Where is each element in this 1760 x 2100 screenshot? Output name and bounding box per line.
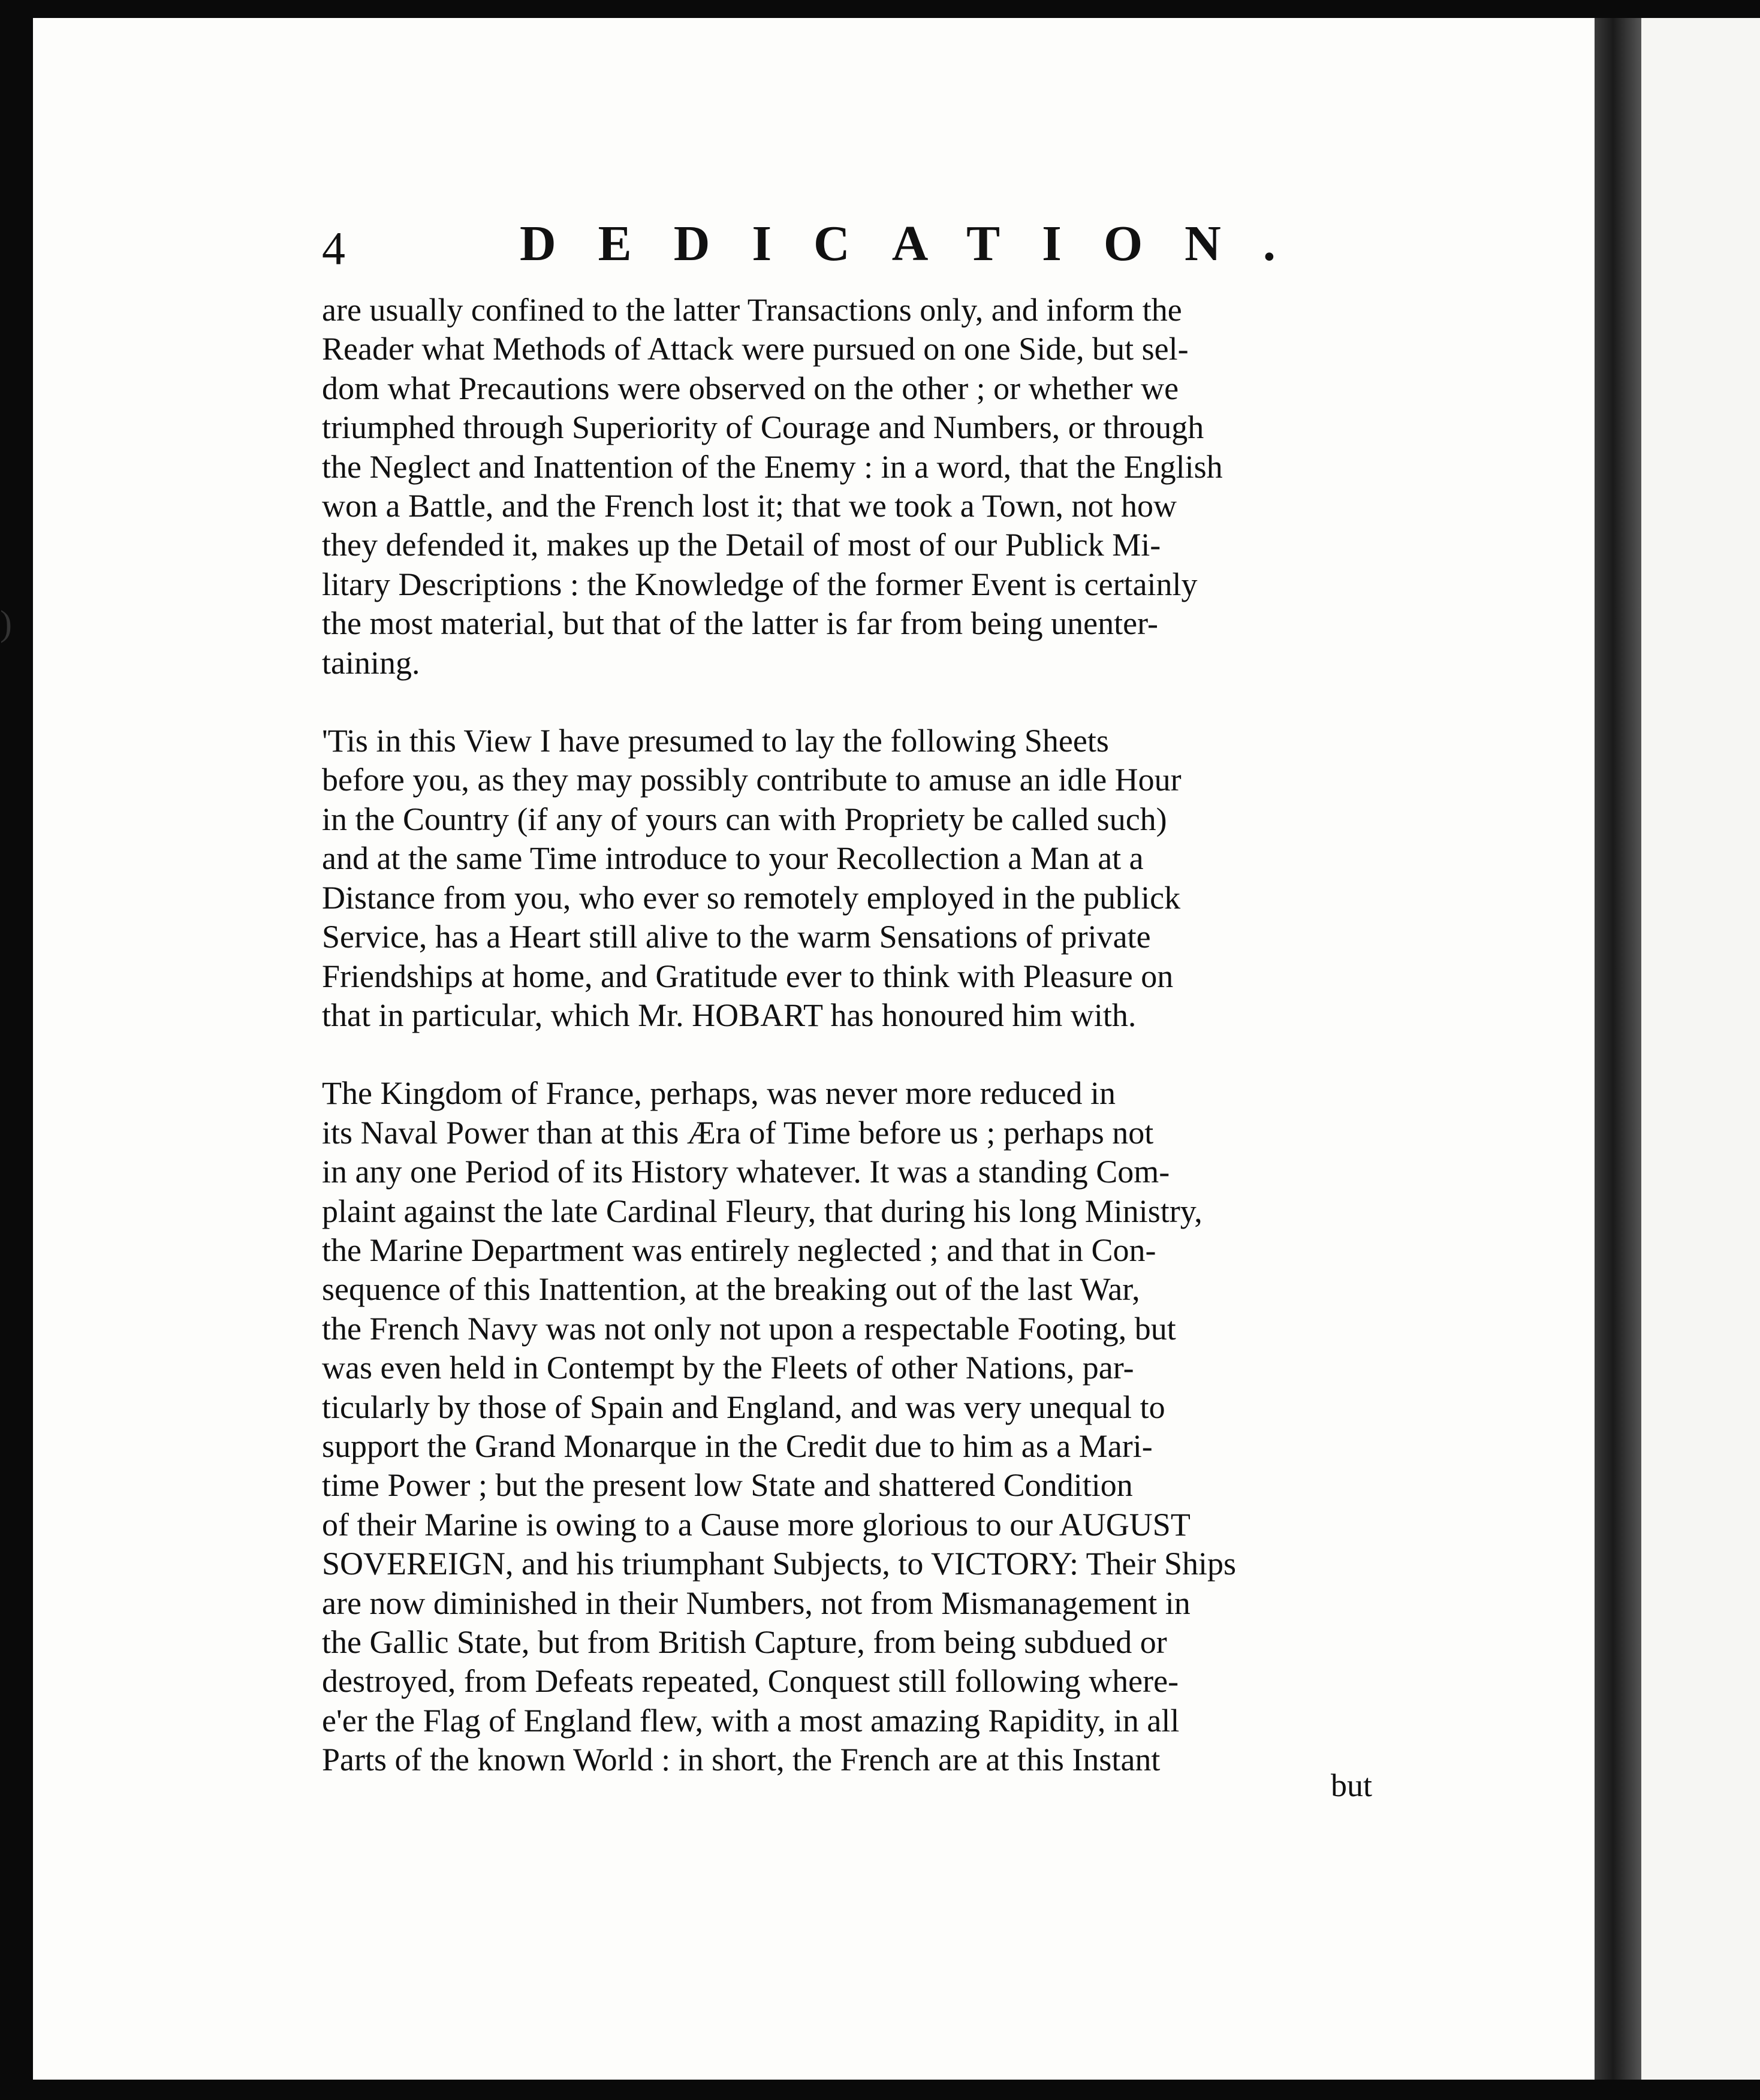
text-line: the Gallic State, but from British Capture, from being subdued or — [322, 1624, 1167, 1660]
text-line: won a Battle, and the French lost it; that we took a Town, not how — [322, 488, 1177, 524]
text-line: that in particular, which Mr. HOBART has honoured him with. — [322, 997, 1137, 1033]
text-line: destroyed, from Defeats repeated, Conquest still following where- — [322, 1663, 1179, 1700]
text-line: in any one Period of its History whatever. It was a standing Com- — [322, 1154, 1170, 1190]
text-line: in the Country (if any of yours can with Propriety be called such) — [322, 801, 1167, 837]
text-line: e'er the Flag of England flew, with a most amazing Rapidity, in all — [322, 1702, 1180, 1739]
text-line: are now diminished in their Numbers, not from Mismanagement in — [322, 1585, 1191, 1621]
catchword: but — [1331, 1767, 1373, 1803]
paragraph-1 — [322, 291, 1392, 683]
text-line: sequence of this Inattention, at the breaking out of the last War, — [322, 1271, 1140, 1308]
text-line: the Marine Department was entirely neglected ; and that in Con- — [322, 1232, 1156, 1268]
text-line: Distance from you, who ever so remotely employed in the publick — [322, 879, 1181, 916]
text-line: of their Marine is owing to a Cause more glorious to our AUGUST — [322, 1506, 1191, 1543]
page-number: 4 — [322, 222, 345, 274]
paragraph-2 — [322, 722, 1392, 1035]
text-line: the most material, but that of the latter is far from being unenter- — [322, 605, 1158, 642]
text-line: Reader what Methods of Attack were pursued on one Side, but sel- — [322, 331, 1189, 367]
body-text — [322, 291, 1392, 1780]
text-line: the French Navy was not only not upon a respectable Footing, but — [322, 1310, 1176, 1347]
text-line: litary Descriptions : the Knowledge of the former Event is certainly — [322, 566, 1198, 602]
text-line: Service, has a Heart still alive to the warm Sensations of private — [322, 919, 1151, 955]
text-line: support the Grand Monarque in the Credit due to him as a Mari- — [322, 1428, 1153, 1464]
text-line: dom what Precautions were observed on the other ; or whether we — [322, 370, 1179, 406]
page-header — [322, 215, 1318, 280]
text-line: before you, as they may possibly contribute to amuse an idle Hour — [322, 762, 1182, 798]
text-line: time Power ; but the present low State and shattered Condition — [322, 1467, 1133, 1504]
text-line: taining. — [322, 644, 420, 681]
text-line: Parts of the known World : in short, the French are at this Instant — [322, 1742, 1161, 1778]
text-line: plaint against the late Cardinal Fleury, that during his long Ministry, — [322, 1193, 1203, 1229]
text-line: its Naval Power than at this Æra of Time before us ; perhaps not — [322, 1114, 1154, 1151]
text-line: ticularly by those of Spain and England, and was very unequal to — [322, 1389, 1165, 1425]
text-line: was even held in Contempt by the Fleets of other Nations, par- — [322, 1350, 1134, 1386]
text-line: triumphed through Superiority of Courage and Numbers, or through — [322, 409, 1204, 446]
book-gutter — [1595, 18, 1641, 2080]
text-line: and at the same Time introduce to your Recollection a Man at a — [322, 840, 1144, 877]
running-head: DEDICATION. — [520, 216, 1318, 271]
text-line: they defended it, makes up the Detail of most of our Publick Mi- — [322, 527, 1161, 563]
facing-page-edge — [1641, 18, 1760, 2080]
text-line: are usually confined to the latter Transactions only, and inform the — [322, 292, 1182, 328]
text-line: SOVEREIGN, and his triumphant Subjects, to VICTORY: Their Ships — [322, 1546, 1237, 1582]
text-line: The Kingdom of France, perhaps, was never more reduced in — [322, 1075, 1116, 1112]
text-line: the Neglect and Inattention of the Enemy : in a word, that the English — [322, 448, 1223, 485]
paragraph-3 — [322, 1074, 1392, 1779]
text-line: Friendships at home, and Gratitude ever to think with Pleasure on — [322, 958, 1174, 994]
scan-edge-mark: ) — [0, 604, 12, 643]
text-line: 'Tis in this View I have presumed to lay the following Sheets — [322, 723, 1109, 759]
